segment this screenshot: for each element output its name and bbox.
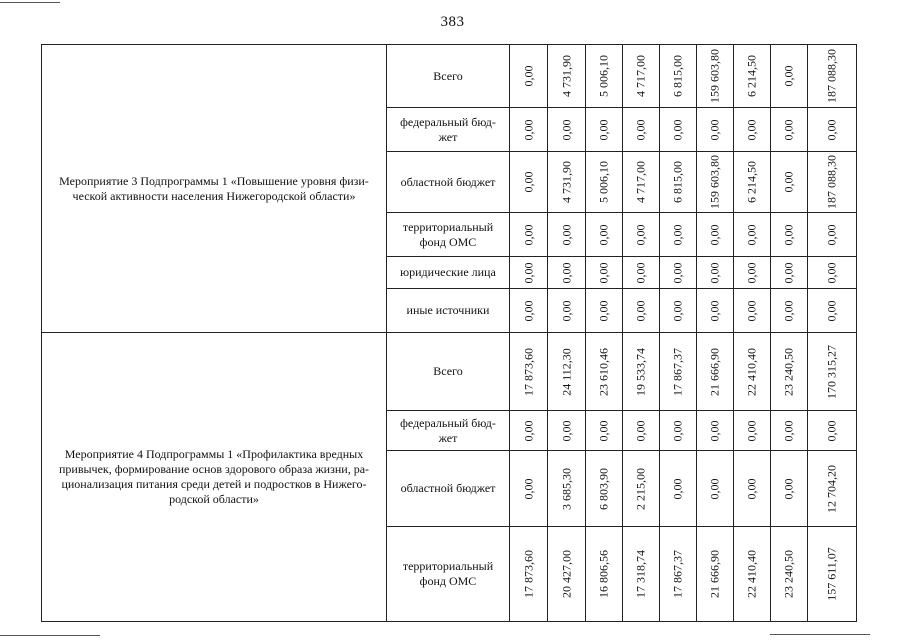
amount-cell [548, 289, 586, 333]
amount-cell [623, 45, 660, 108]
amount-value: 17 867,37 [670, 550, 685, 598]
amount-cell [734, 213, 771, 257]
event-name-cell: Мероприятие 3 Подпрограммы 1 «Повышение уровня физи-ческой активности населения Нижегородской области» [42, 45, 387, 333]
amount-cell [660, 152, 697, 213]
amount-value: 0,00 [559, 300, 573, 321]
amount-value: 0,00 [596, 224, 611, 245]
amount-cell [660, 411, 697, 451]
amount-value: 159 603,80 [707, 49, 722, 103]
amount-cell [697, 411, 734, 451]
amount-cell [771, 108, 808, 152]
amount-cell [586, 411, 623, 451]
amount-cell [734, 152, 771, 213]
amount-cell [586, 257, 623, 289]
amount-value: 0,00 [781, 119, 796, 140]
table-row [42, 45, 857, 108]
amount-cell [734, 108, 771, 152]
amount-value: 0,00 [633, 300, 648, 321]
amount-cell [808, 411, 857, 451]
amount-value: 0,00 [521, 65, 535, 87]
amount-cell [660, 333, 697, 411]
amount-value: 17 318,74 [633, 550, 648, 598]
amount-cell [586, 527, 623, 622]
amount-cell [771, 45, 808, 108]
amount-cell [697, 289, 734, 333]
amount-cell [623, 152, 660, 213]
amount-cell [734, 451, 771, 527]
amount-value: 0,00 [521, 171, 535, 193]
amount-cell [808, 289, 857, 333]
amount-value: 0,00 [596, 262, 611, 283]
amount-value: 23 240,50 [781, 550, 796, 598]
amount-value: 17 873,60 [521, 347, 535, 396]
amount-cell [548, 451, 586, 527]
amount-value: 4 731,90 [559, 161, 573, 203]
amount-cell [771, 152, 808, 213]
amount-cell [586, 333, 623, 411]
amount-value: 6 815,00 [670, 161, 685, 203]
amount-cell [623, 411, 660, 451]
amount-value: 0,00 [633, 119, 648, 140]
amount-value: 0,00 [781, 171, 796, 193]
amount-cell [808, 333, 857, 411]
amount-cell [771, 289, 808, 333]
amount-cell [510, 527, 548, 622]
amount-cell [510, 289, 548, 333]
amount-cell [623, 213, 660, 257]
amount-cell [697, 152, 734, 213]
amount-value: 0,00 [559, 224, 573, 245]
amount-value: 0,00 [744, 262, 759, 283]
amount-value: 0,00 [670, 119, 685, 140]
amount-cell [548, 527, 586, 622]
amount-value: 0,00 [633, 420, 648, 441]
amount-cell [808, 45, 857, 108]
amount-cell [734, 333, 771, 411]
amount-value: 0,00 [521, 478, 535, 499]
amount-cell [771, 527, 808, 622]
event-name-cell: Мероприятие 4 Подпрограммы 1 «Профилактика вредных привычек, формирование основ здорового образа жизни, ра-ционализация питания среди детей и подростков в Нижего-родской области» [42, 333, 387, 622]
amount-value: 5 006,10 [596, 55, 611, 97]
amount-cell [771, 257, 808, 289]
table-row [42, 333, 857, 411]
amount-cell [510, 333, 548, 411]
amount-value: 0,00 [707, 478, 722, 499]
amount-cell [510, 45, 548, 108]
amount-value: 0,00 [707, 224, 722, 245]
amount-cell [548, 152, 586, 213]
amount-value: 22 410,40 [744, 347, 759, 396]
amount-value: 0,00 [521, 300, 535, 321]
amount-value: 0,00 [521, 262, 535, 283]
amount-cell [697, 213, 734, 257]
amount-cell [623, 451, 660, 527]
table-body [42, 45, 857, 622]
amount-value: 0,00 [596, 300, 611, 321]
budget-table [41, 44, 857, 622]
amount-value: 0,00 [781, 65, 796, 87]
amount-cell [510, 108, 548, 152]
amount-cell [697, 45, 734, 108]
amount-value: 0,00 [744, 420, 759, 441]
amount-cell [548, 257, 586, 289]
amount-value: 0,00 [596, 119, 611, 140]
amount-value: 157 611,07 [824, 547, 839, 601]
amount-cell [548, 411, 586, 451]
amount-cell [586, 289, 623, 333]
amount-value: 20 427,00 [559, 550, 573, 598]
amount-value: 16 806,56 [596, 550, 611, 598]
amount-value: 0,00 [670, 420, 685, 441]
amount-value: 187 088,30 [824, 49, 839, 103]
amount-value: 0,00 [744, 478, 759, 499]
amount-cell [808, 213, 857, 257]
amount-cell [771, 333, 808, 411]
amount-value: 4 731,90 [559, 55, 573, 97]
amount-cell [734, 411, 771, 451]
amount-value: 0,00 [824, 420, 839, 441]
amount-value: 0,00 [670, 224, 685, 245]
amount-value: 23 610,46 [596, 347, 611, 396]
amount-cell [510, 213, 548, 257]
amount-cell [586, 451, 623, 527]
amount-cell [808, 527, 857, 622]
amount-value: 0,00 [596, 420, 611, 441]
amount-cell [586, 45, 623, 108]
amount-cell [660, 289, 697, 333]
amount-value: 0,00 [707, 262, 722, 283]
amount-value: 159 603,80 [707, 155, 722, 209]
amount-cell [623, 257, 660, 289]
amount-cell [586, 213, 623, 257]
amount-cell [548, 213, 586, 257]
funding-source-cell: территориальный фонд ОМС [387, 213, 510, 257]
amount-cell [548, 45, 586, 108]
amount-value: 6 214,50 [744, 55, 759, 97]
amount-cell [660, 527, 697, 622]
amount-value: 0,00 [781, 420, 796, 441]
amount-cell [697, 108, 734, 152]
amount-value: 0,00 [824, 119, 839, 140]
amount-value: 0,00 [744, 300, 759, 321]
amount-cell [623, 289, 660, 333]
amount-value: 24 112,30 [559, 347, 573, 396]
amount-value: 0,00 [521, 119, 535, 140]
amount-cell [734, 527, 771, 622]
amount-value: 5 006,10 [596, 161, 611, 203]
amount-value: 0,00 [559, 262, 573, 283]
amount-cell [586, 152, 623, 213]
amount-cell [808, 257, 857, 289]
amount-cell [771, 213, 808, 257]
amount-value: 4 717,00 [633, 161, 648, 203]
amount-cell [697, 333, 734, 411]
funding-source-cell: иные источники [387, 289, 510, 333]
amount-cell [510, 257, 548, 289]
amount-value: 23 240,50 [781, 347, 796, 396]
amount-cell [660, 45, 697, 108]
amount-value: 17 873,60 [521, 550, 535, 598]
amount-cell [660, 213, 697, 257]
amount-cell [808, 108, 857, 152]
amount-value: 0,00 [521, 224, 535, 245]
amount-value: 0,00 [559, 420, 573, 441]
amount-value: 6 214,50 [744, 161, 759, 203]
amount-cell [660, 451, 697, 527]
amount-value: 22 410,40 [744, 550, 759, 598]
amount-cell [808, 152, 857, 213]
amount-value: 4 717,00 [633, 55, 648, 97]
amount-value: 0,00 [744, 119, 759, 140]
amount-value: 21 666,90 [707, 550, 722, 598]
amount-cell [697, 527, 734, 622]
amount-cell [623, 108, 660, 152]
amount-cell [510, 152, 548, 213]
funding-source-cell: федеральный бюд-жет [387, 108, 510, 152]
amount-value: 0,00 [559, 119, 573, 140]
amount-value: 0,00 [633, 224, 648, 245]
amount-value: 6 815,00 [670, 55, 685, 97]
amount-value: 0,00 [744, 224, 759, 245]
amount-value: 0,00 [781, 300, 796, 321]
amount-cell [734, 45, 771, 108]
amount-value: 170 315,27 [824, 344, 839, 399]
amount-value: 0,00 [781, 262, 796, 283]
amount-cell [808, 451, 857, 527]
funding-source-cell: областной бюджет [387, 451, 510, 527]
amount-cell [660, 257, 697, 289]
amount-cell [510, 411, 548, 451]
amount-value: 19 533,74 [633, 347, 648, 396]
funding-source-cell: юридические лица [387, 257, 510, 289]
funding-source-cell: территориальный фонд ОМС [387, 527, 510, 622]
amount-cell [734, 289, 771, 333]
amount-value: 6 803,90 [596, 467, 611, 510]
amount-value: 0,00 [670, 262, 685, 283]
amount-cell [586, 108, 623, 152]
amount-value: 0,00 [781, 224, 796, 245]
funding-source-cell: областной бюджет [387, 152, 510, 213]
amount-cell [697, 257, 734, 289]
amount-cell [771, 451, 808, 527]
amount-value: 0,00 [824, 262, 839, 283]
amount-cell [623, 527, 660, 622]
amount-value: 0,00 [670, 478, 685, 499]
amount-value: 0,00 [633, 262, 648, 283]
amount-value: 0,00 [707, 300, 722, 321]
funding-source-cell: федеральный бюд-жет [387, 411, 510, 451]
amount-cell [510, 451, 548, 527]
amount-value: 187 088,30 [824, 155, 839, 209]
amount-cell [771, 411, 808, 451]
amount-value: 0,00 [707, 420, 722, 441]
amount-value: 0,00 [670, 300, 685, 321]
amount-cell [697, 451, 734, 527]
amount-value: 0,00 [521, 420, 535, 441]
amount-value: 0,00 [824, 300, 839, 321]
amount-value: 0,00 [781, 478, 796, 499]
page-number: 383 [440, 14, 465, 30]
amount-value: 0,00 [824, 224, 839, 245]
funding-source-cell: Всего [387, 333, 510, 411]
amount-value: 17 867,37 [670, 347, 685, 396]
amount-cell [660, 108, 697, 152]
amount-cell [548, 108, 586, 152]
amount-cell [623, 333, 660, 411]
amount-value: 0,00 [707, 119, 722, 140]
amount-value: 3 685,30 [559, 467, 573, 510]
amount-cell [734, 257, 771, 289]
amount-value: 12 704,20 [824, 464, 839, 513]
funding-source-cell: Всего [387, 45, 510, 108]
amount-cell [548, 333, 586, 411]
amount-value: 21 666,90 [707, 347, 722, 396]
amount-value: 2 215,00 [633, 467, 648, 510]
